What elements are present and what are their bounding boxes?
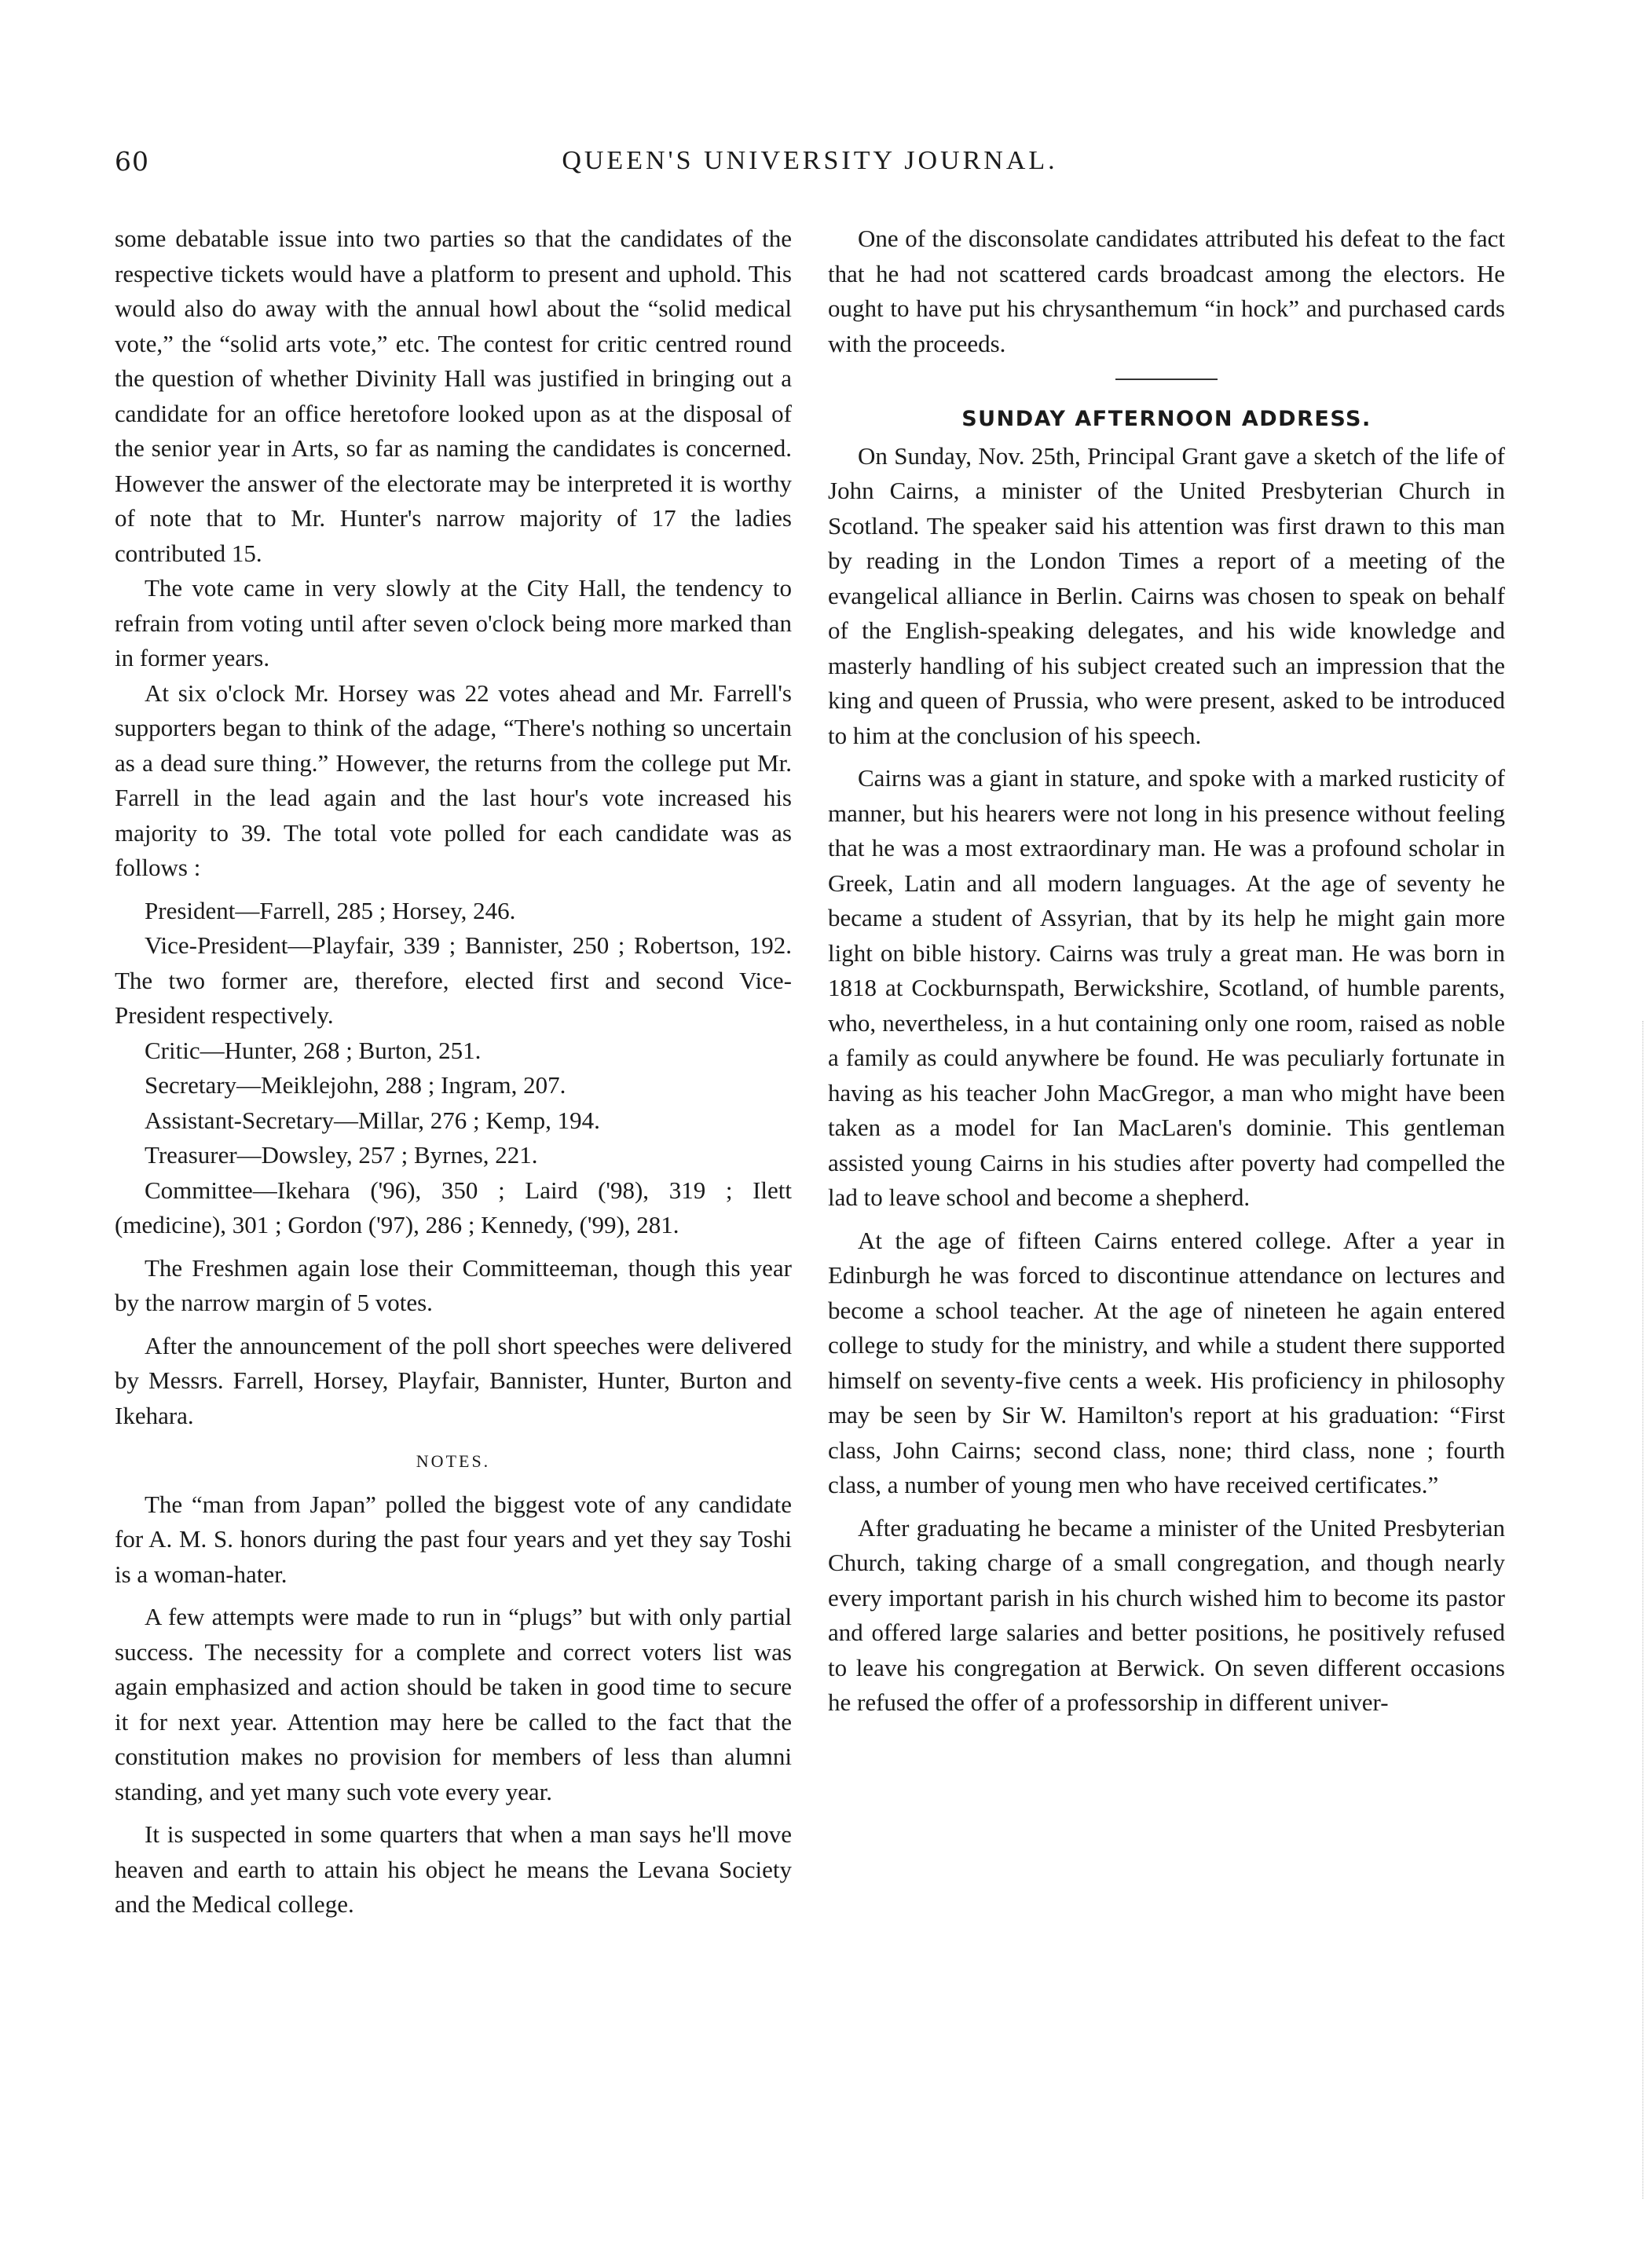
result-vice-president: Vice-President—Playfair, 339 ; Bannister, 250 ; Robertson, 192. The two former are, therefore, elected first and second Vice-President respectively. xyxy=(115,931,792,1029)
page-number: 60 xyxy=(115,146,149,177)
result-critic: Critic—Hunter, 268 ; Burton, 251. xyxy=(145,1036,482,1064)
right-column xyxy=(828,221,1505,1721)
section-heading: SUNDAY AFTERNOON ADDRESS. xyxy=(961,407,1372,431)
paragraph: After the announcement of the poll short speeches were delivered by Messrs. Farrell, Horsey, Playfair, Bannister, Hunter, Burton and Ikehara. xyxy=(115,1331,792,1429)
note-paragraph: It is suspected in some quarters that when a man says he'll move heaven and earth to attain his object he means the Levana Society and the Medical college. xyxy=(115,1820,792,1918)
result-secretary: Secretary—Meiklejohn, 288 ; Ingram, 207. xyxy=(145,1071,566,1099)
running-title: QUEEN'S UNIVERSITY JOURNAL. xyxy=(562,146,1058,175)
section-divider xyxy=(1115,379,1218,380)
left-column xyxy=(115,221,792,1922)
result-president: President—Farrell, 285 ; Horsey, 246. xyxy=(145,896,516,924)
page-edge-artifact xyxy=(1643,1021,1648,2199)
note-paragraph: The “man from Japan” polled the biggest vote of any candidate for A. M. S. honors during the past four years and yet they say Toshi is a woman-hater. xyxy=(115,1490,792,1588)
paragraph: The vote came in very slowly at the City Hall, the tendency to refrain from voting until after seven o'clock being more marked than in former years. xyxy=(115,574,792,671)
result-treasurer: Treasurer—Dowsley, 257 ; Byrnes, 221. xyxy=(145,1141,538,1169)
paragraph: One of the disconsolate candidates attributed his defeat to the fact that he had not scattered cards broadcast among the electors. He ought to have put his chrysanthemum “in hock” and purchased cards with the proceeds. xyxy=(828,225,1505,357)
paragraph: At six o'clock Mr. Horsey was 22 votes ahead and Mr. Farrell's supporters began to think of the adage, “There's nothing so uncertain as a dead sure thing.” However, the returns from the college put Mr. Farrell in the lead again and the last hour's vote increased his majority to 39. The total vote polled for each candidate was as follows : xyxy=(115,679,792,881)
paragraph: On Sunday, Nov. 25th, Principal Grant gave a sketch of the life of John Cairns, a minister of the United Presbyterian Church in Scotland. The speaker said his attention was first drawn to this man by reading in the London Times a report of a meeting of the evangelical alliance in Berlin. Cairns was chosen to speak on behalf of the English-speaking delegates, and his wide knowledge and masterly handling of his subject created such an impression that the king and queen of Prussia, who were present, asked to be introduced to him at the conclusion of his speech. xyxy=(828,441,1505,749)
result-assistant-secretary: Assistant-Secretary—Millar, 276 ; Kemp, 194. xyxy=(145,1106,600,1134)
paragraph: The Freshmen again lose their Committeeman, though this year by the narrow margin of 5 votes. xyxy=(115,1253,792,1316)
paragraph: some debatable issue into two parties so that the candidates of the respective tickets would have a platform to present and uphold. This would also do away with the annual howl about the “solid medical vote,” the “solid arts vote,” etc. The contest for critic centred round the question of whether Divinity Hall was justified in bringing out a candidate for an office heretofore looked upon as at the disposal of the senior year in Arts, so far as naming the candidates is concerned. However the answer of the electorate may be interpreted it is worthy of note that to Mr. Hunter's narrow majority of 17 the ladies contributed 15. xyxy=(115,225,792,567)
page-header xyxy=(115,146,1505,193)
paragraph: After graduating he became a minister of the United Presbyterian Church, taking charge of a small congregation, and though nearly every important parish in his church wished him to become its pastor and offered large salaries and better positions, he positively refused to leave his congregation at Berwick. On seven different occasions he refused the offer of a professorship in different univer- xyxy=(828,1513,1505,1716)
note-paragraph: A few attempts were made to run in “plugs” but with only partial success. The necessity for a complete and correct voters list was again emphasized and action should be taken in good time to secure it for next year. Attention may here be called to the fact that the constitution makes no provision for members of less than alumni standing, and yet many such vote every year. xyxy=(115,1603,792,1805)
notes-heading: NOTES. xyxy=(416,1451,491,1471)
paragraph: Cairns was a giant in stature, and spoke with a marked rusticity of manner, but his hearers were not long in his presence without feeling that he was a most extraordinary man. He was a profound scholar in Greek, Latin and all modern languages. At the age of seventy he became a student of Assyrian, that by its help he might gain more light on bible history. Cairns was truly a great man. He was born in 1818 at Cockburnspath, Berwickshire, Scotland, of humble parents, who, nevertheless, in a hut containing only one room, raised as noble a family as could anywhere be found. He was peculiarly fortunate in having as his teacher John MacGregor, a man who might have been taken as a model for Ian MacLaren's dominie. This gentleman assisted young Cairns in his studies after poverty had compelled the lad to leave school and become a shepherd. xyxy=(828,764,1505,1211)
result-committee: Committee—Ikehara ('96), 350 ; Laird ('98), 319 ; Ilett (medicine), 301 ; Gordon ('97), 286 ; Kennedy, ('99), 281. xyxy=(115,1176,792,1238)
paragraph: At the age of fifteen Cairns entered college. After a year in Edinburgh he was forced to discontinue attendance on lectures and become a school teacher. At the age of nineteen he again entered college to study for the ministry, and while a student there supported himself on seventy-five cents a week. His proficiency in philosophy may be seen by Sir W. Hamilton's report at his graduation: “First class, John Cairns; second class, none; third class, none ; fourth class, a number of young men who have received certificates.” xyxy=(828,1226,1505,1498)
